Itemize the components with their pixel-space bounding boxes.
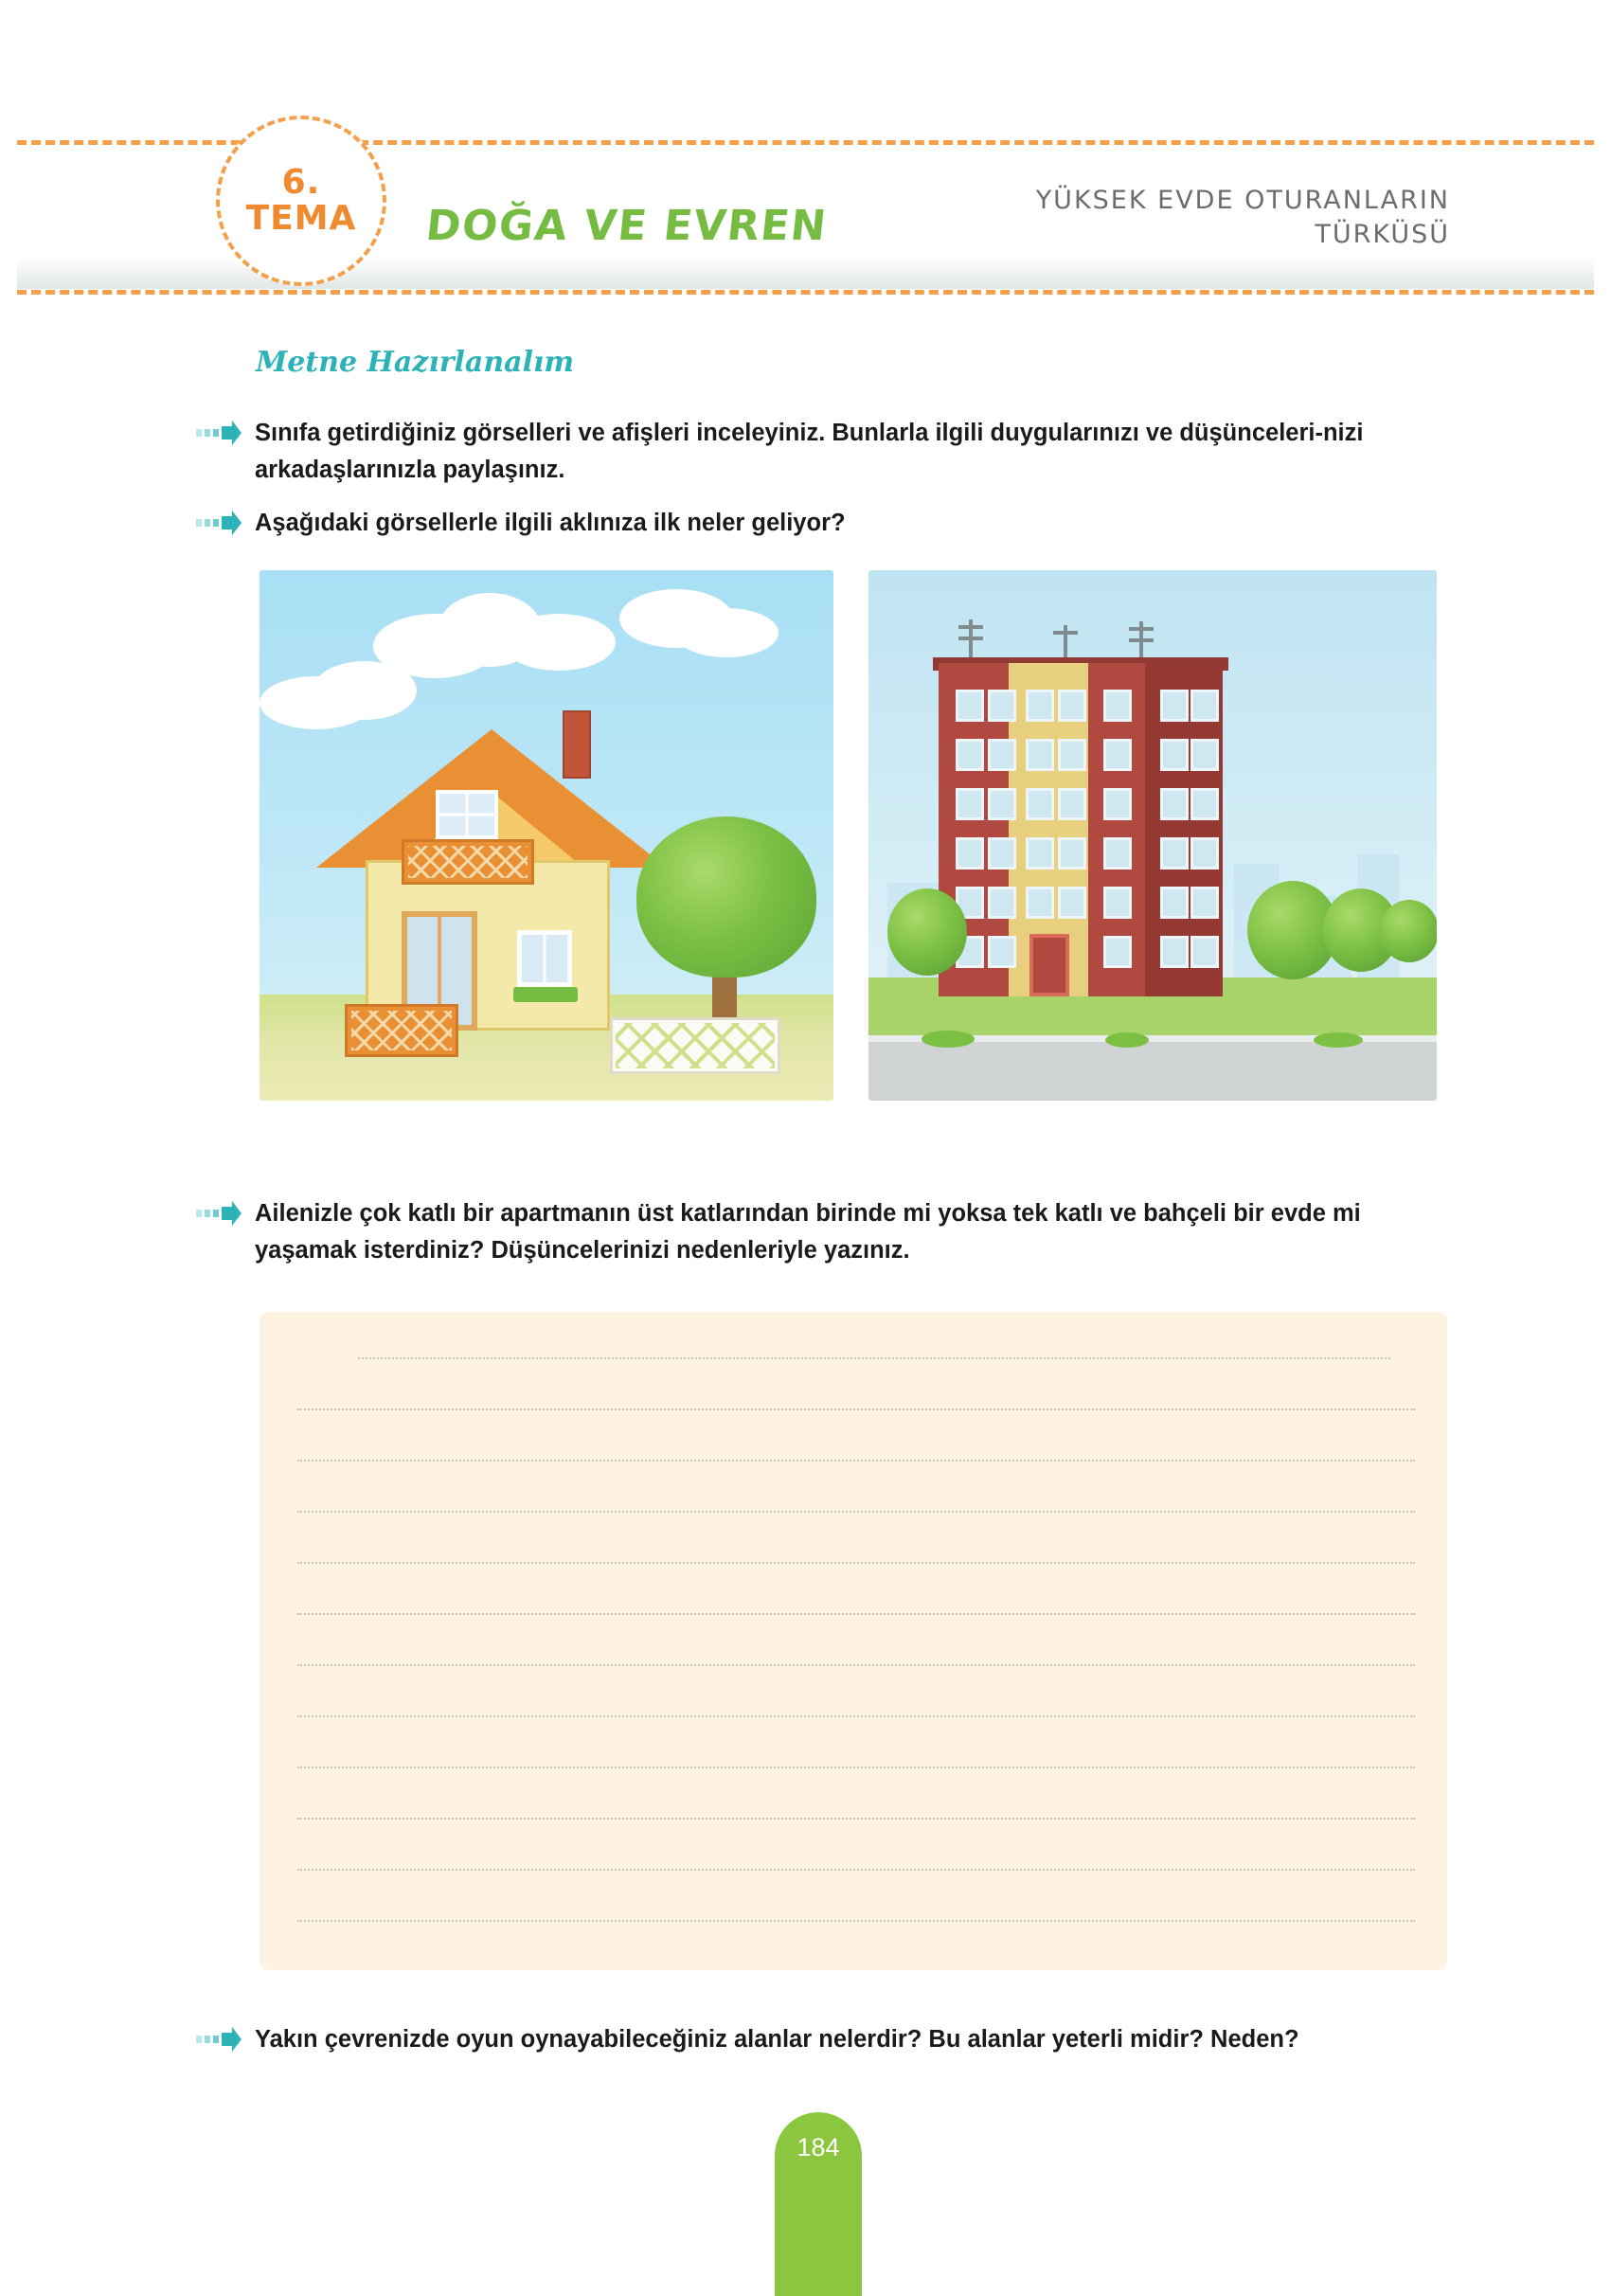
building-window <box>1160 887 1189 919</box>
bush <box>1314 1032 1363 1048</box>
building-window <box>1058 837 1086 870</box>
answer-line[interactable] <box>297 1562 1415 1564</box>
arrow-right-icon <box>196 2027 242 2052</box>
building-window <box>1026 690 1054 722</box>
tree-crown <box>887 888 967 976</box>
building-window <box>1058 887 1086 919</box>
building-window <box>1026 887 1054 919</box>
flower-box <box>513 987 578 1002</box>
page-number: 184 <box>797 2133 840 2161</box>
question-item-2 <box>196 505 1427 542</box>
answer-line[interactable] <box>297 1767 1415 1768</box>
building-window <box>1160 837 1189 870</box>
answer-line[interactable] <box>297 1818 1415 1820</box>
section-heading: Metne Hazırlanalım <box>256 346 575 379</box>
antenna-icon <box>958 637 983 640</box>
antenna-icon <box>1129 627 1154 631</box>
question-text: Sınıfa getirdiğiniz görselleri ve afişleri inceleyiniz. Bunlarla ilgili duygularınızı ve düşünceleri-nizi arkadaşlarınızla paylaşınız. <box>255 420 1364 483</box>
arrow-right-icon <box>196 511 242 535</box>
question-text: Yakın çevrenizde oyun oynayabileceğiniz alanlar nelerdir? Bu alanlar yeterli midir? Neden? <box>255 2026 1299 2053</box>
building-window <box>1190 837 1219 870</box>
image-house <box>260 570 833 1101</box>
building-window <box>956 739 984 771</box>
tree-crown <box>1380 900 1437 962</box>
building-window <box>956 690 984 722</box>
antenna-icon <box>1129 638 1154 642</box>
arrow-right-icon <box>196 1201 242 1226</box>
theme-number: 6. <box>281 163 321 203</box>
building-window <box>988 837 1016 870</box>
chapter-title-line-1: YÜKSEK EVDE OTURANLARIN <box>1035 186 1450 215</box>
chapter-title-line-2: TÜRKÜSÜ <box>1315 220 1450 250</box>
building-window <box>1160 788 1189 820</box>
attic-window <box>436 790 498 839</box>
answer-line[interactable] <box>297 1613 1415 1615</box>
building-window <box>1190 690 1219 722</box>
cloud-shape <box>313 661 417 720</box>
building-window <box>1160 690 1189 722</box>
answer-line[interactable] <box>297 1715 1415 1717</box>
answer-line[interactable] <box>297 1869 1415 1871</box>
antenna-icon <box>958 625 983 629</box>
building-window <box>1058 788 1086 820</box>
building-window <box>1160 739 1189 771</box>
arrow-right-icon <box>196 421 242 445</box>
theme-word: TEMA <box>245 199 357 238</box>
answer-line[interactable] <box>297 1920 1415 1922</box>
question-item-3 <box>196 1195 1446 1269</box>
building-window <box>956 837 984 870</box>
chapter-title <box>863 184 1450 253</box>
house-window <box>517 930 572 987</box>
building-window <box>1026 788 1054 820</box>
cloud-shape <box>674 608 779 657</box>
garden-fence <box>610 1017 780 1074</box>
building-window <box>1160 936 1189 968</box>
answer-line[interactable] <box>297 1408 1415 1410</box>
question-text: Aşağıdaki görsellerle ilgili aklınıza ilk neler geliyor? <box>255 510 846 536</box>
building-window <box>1190 788 1219 820</box>
building-entrance-door <box>1029 934 1069 996</box>
building-window <box>988 690 1016 722</box>
answer-lines <box>326 1357 1387 1971</box>
building-window <box>1103 739 1132 771</box>
cloud-shape <box>502 614 616 671</box>
building-window <box>1058 690 1086 722</box>
building-window <box>1190 739 1219 771</box>
building-window <box>1026 739 1054 771</box>
image-apartment <box>868 570 1437 1101</box>
answer-line[interactable] <box>358 1357 1390 1359</box>
building-window <box>1103 887 1132 919</box>
porch-railing <box>345 1004 458 1057</box>
building-window <box>988 739 1016 771</box>
building-window <box>1190 936 1219 968</box>
answer-line[interactable] <box>297 1460 1415 1462</box>
building-window <box>1103 936 1132 968</box>
building-window <box>1026 837 1054 870</box>
header-dashed-rule-bottom <box>17 290 1594 295</box>
question-item-1 <box>196 415 1427 489</box>
question-text: Ailenizle çok katlı bir apartmanın üst katlarından birinde mi yoksa tek katlı ve bahçeli bir evde mi yaşamak isterdiniz? Düşüncelerinizi nedenleriyle yazınız. <box>255 1200 1361 1264</box>
building-window <box>1103 837 1132 870</box>
building-window <box>956 788 984 820</box>
question-item-4 <box>196 2021 1446 2058</box>
building-window <box>1190 887 1219 919</box>
building-window <box>988 788 1016 820</box>
bush <box>922 1031 975 1048</box>
answer-line[interactable] <box>297 1511 1415 1513</box>
building-window <box>1058 739 1086 771</box>
tree-crown <box>636 816 816 978</box>
theme-title: DOĞA VE EVREN <box>423 202 830 250</box>
answer-line[interactable] <box>297 1664 1415 1666</box>
theme-badge <box>216 116 386 286</box>
building-window <box>1103 690 1132 722</box>
antenna-icon <box>1053 631 1078 635</box>
balcony <box>402 839 534 885</box>
building-window <box>988 887 1016 919</box>
building-window <box>988 936 1016 968</box>
bush <box>1105 1032 1149 1048</box>
building-window <box>1103 788 1132 820</box>
answer-writing-area[interactable] <box>260 1312 1447 1970</box>
